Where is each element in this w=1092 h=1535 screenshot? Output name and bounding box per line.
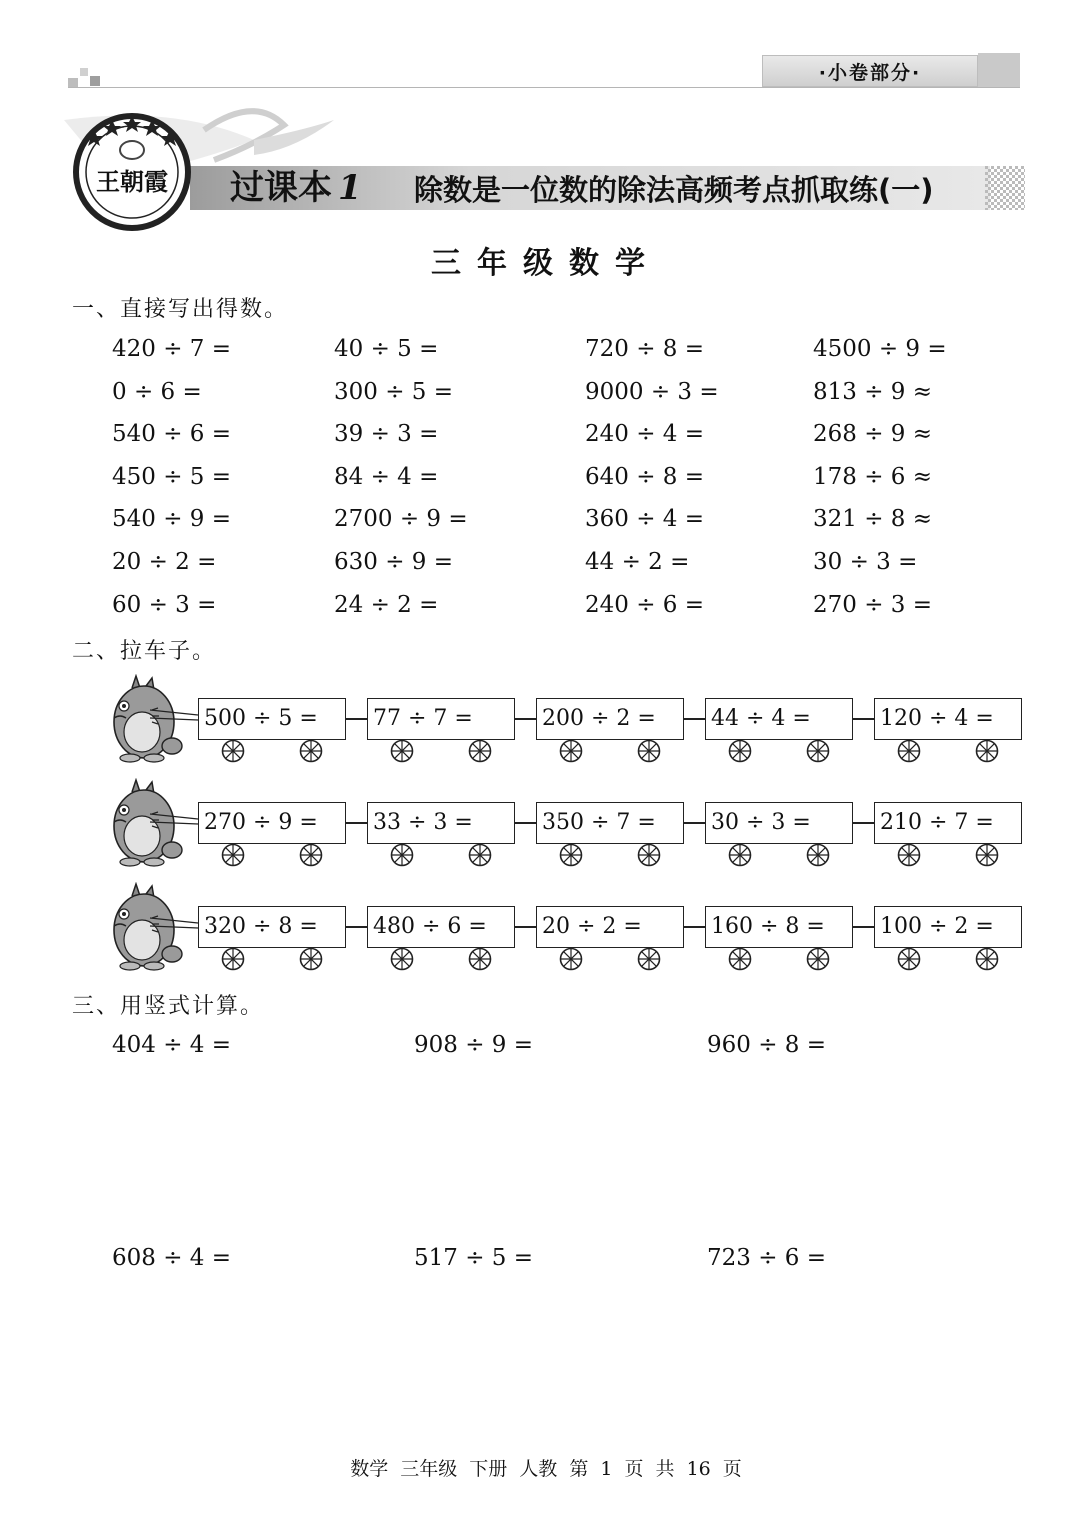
wheel-icon [728, 843, 752, 867]
train-car: 77 ÷ 7 = [367, 698, 515, 740]
wheel-icon [975, 843, 999, 867]
wheel-icon [299, 947, 323, 971]
train-car: 30 ÷ 3 = [705, 802, 853, 844]
mental-math-problem: 9000 ÷ 3 = [585, 378, 719, 405]
train-car: 33 ÷ 3 = [367, 802, 515, 844]
train-car: 480 ÷ 6 = [367, 906, 515, 948]
train-car: 500 ÷ 5 = [198, 698, 346, 740]
mental-math-problem: 24 ÷ 2 = [334, 591, 439, 618]
mental-math-problem: 540 ÷ 6 = [112, 421, 232, 448]
wheel-icon [637, 739, 661, 763]
mental-math-problem: 240 ÷ 6 = [585, 591, 705, 618]
pull-rope [150, 810, 200, 830]
wheel-icon [897, 947, 921, 971]
train-coupler [684, 822, 706, 824]
mental-math-problem: 20 ÷ 2 = [112, 549, 217, 575]
grade-subject-title: 三年级数学 [431, 246, 661, 281]
logo-text: 王朝霞 [96, 167, 168, 196]
lesson-title-text: 过课本 [230, 168, 332, 208]
mental-math-problem: 240 ÷ 4 = [585, 421, 705, 448]
wheel-icon [559, 739, 583, 763]
mental-math-problem: 420 ÷ 7 = [112, 336, 232, 362]
vertical-division-problem: 908 ÷ 9 = [414, 1032, 534, 1058]
train-coupler [853, 718, 875, 720]
wheel-icon [806, 843, 830, 867]
vertical-division-problem: 723 ÷ 6 = [707, 1245, 827, 1271]
train-coupler [684, 926, 706, 928]
section2-heading: 二、拉车子。 [72, 639, 217, 664]
train-coupler [515, 718, 537, 720]
mental-math-problem: 720 ÷ 8 = [585, 336, 705, 362]
train-car: 44 ÷ 4 = [705, 698, 853, 740]
wheel-icon [728, 739, 752, 763]
mental-math-problem: 450 ÷ 5 = [112, 463, 232, 490]
lesson-subtitle: 除数是一位数的除法高频考点抓取练(一) [414, 173, 934, 207]
wheel-icon [728, 947, 752, 971]
tab-decoration-block [978, 53, 1020, 87]
train-coupler [346, 718, 368, 720]
wheel-icon [975, 947, 999, 971]
vertical-division-problem: 608 ÷ 4 = [112, 1245, 232, 1271]
mental-math-problem: 268 ÷ 9 ≈ [813, 421, 933, 448]
section1-heading: 一、直接写出得数。 [72, 297, 289, 322]
mental-math-problem: 4500 ÷ 9 = [813, 336, 947, 362]
train-coupler [684, 718, 706, 720]
section3-heading: 三、用竖式计算。 [72, 994, 265, 1019]
mental-math-problem: 540 ÷ 9 = [112, 506, 232, 533]
mental-math-problem: 270 ÷ 3 = [813, 591, 933, 618]
mental-math-problem: 813 ÷ 9 ≈ [813, 378, 933, 405]
pull-rope [150, 706, 200, 726]
wheel-icon [637, 947, 661, 971]
wheel-icon [559, 843, 583, 867]
wheel-icon [897, 739, 921, 763]
wheel-icon [806, 739, 830, 763]
lesson-number: 1 [338, 168, 362, 208]
mental-math-problem: 360 ÷ 4 = [585, 506, 705, 533]
mental-math-problem: 321 ÷ 8 ≈ [813, 506, 933, 533]
train-coupler [853, 926, 875, 928]
vertical-division-problem: 404 ÷ 4 = [112, 1032, 232, 1058]
section-tab-label: ·小卷部分· [762, 55, 978, 87]
train-coupler [346, 822, 368, 824]
wheel-icon [390, 947, 414, 971]
mental-math-problem: 60 ÷ 3 = [112, 591, 217, 618]
train-car: 160 ÷ 8 = [705, 906, 853, 948]
lesson-title [230, 165, 362, 211]
train-car: 100 ÷ 2 = [874, 906, 1022, 948]
vertical-division-problem: 960 ÷ 8 = [707, 1032, 827, 1058]
train-car: 350 ÷ 7 = [536, 802, 684, 844]
mental-math-problem: 44 ÷ 2 = [585, 549, 690, 575]
wheel-icon [468, 739, 492, 763]
mental-math-problem: 178 ÷ 6 ≈ [813, 463, 933, 490]
page-footer: 数学 三年级 下册 人教 第 1 页 共 16 页 [350, 1458, 742, 1480]
wheel-icon [975, 739, 999, 763]
wheel-icon [637, 843, 661, 867]
train-car: 20 ÷ 2 = [536, 906, 684, 948]
train-car: 200 ÷ 2 = [536, 698, 684, 740]
top-rule [68, 87, 1020, 88]
mental-math-problem: 2700 ÷ 9 = [334, 506, 468, 533]
wheel-icon [221, 947, 245, 971]
train-car: 270 ÷ 9 = [198, 802, 346, 844]
mental-math-problem: 300 ÷ 5 = [334, 378, 454, 405]
train-coupler [515, 926, 537, 928]
train-car: 210 ÷ 7 = [874, 802, 1022, 844]
wheel-icon [299, 843, 323, 867]
wheel-icon [468, 947, 492, 971]
train-car: 120 ÷ 4 = [874, 698, 1022, 740]
wheel-icon [390, 843, 414, 867]
corner-squares-decoration [68, 66, 102, 88]
wheel-icon [221, 843, 245, 867]
wheel-icon [806, 947, 830, 971]
wheel-icon [390, 739, 414, 763]
wheel-icon [897, 843, 921, 867]
train-car: 320 ÷ 8 = [198, 906, 346, 948]
train-coupler [853, 822, 875, 824]
wheel-icon [468, 843, 492, 867]
wheel-icon [559, 947, 583, 971]
mental-math-problem: 30 ÷ 3 = [813, 549, 918, 575]
vertical-division-problem: 517 ÷ 5 = [414, 1245, 534, 1271]
train-coupler [515, 822, 537, 824]
mental-math-problem: 39 ÷ 3 = [334, 421, 439, 448]
train-coupler [346, 926, 368, 928]
mental-math-problem: 84 ÷ 4 = [334, 463, 439, 490]
mental-math-problem: 640 ÷ 8 = [585, 463, 705, 490]
mental-math-problem: 630 ÷ 9 = [334, 549, 454, 575]
wheel-icon [299, 739, 323, 763]
pull-rope [150, 914, 200, 934]
mental-math-problem: 40 ÷ 5 = [334, 336, 439, 362]
dot-pattern-decoration [985, 166, 1025, 210]
wheel-icon [221, 739, 245, 763]
mental-math-problem: 0 ÷ 6 = [112, 378, 202, 405]
